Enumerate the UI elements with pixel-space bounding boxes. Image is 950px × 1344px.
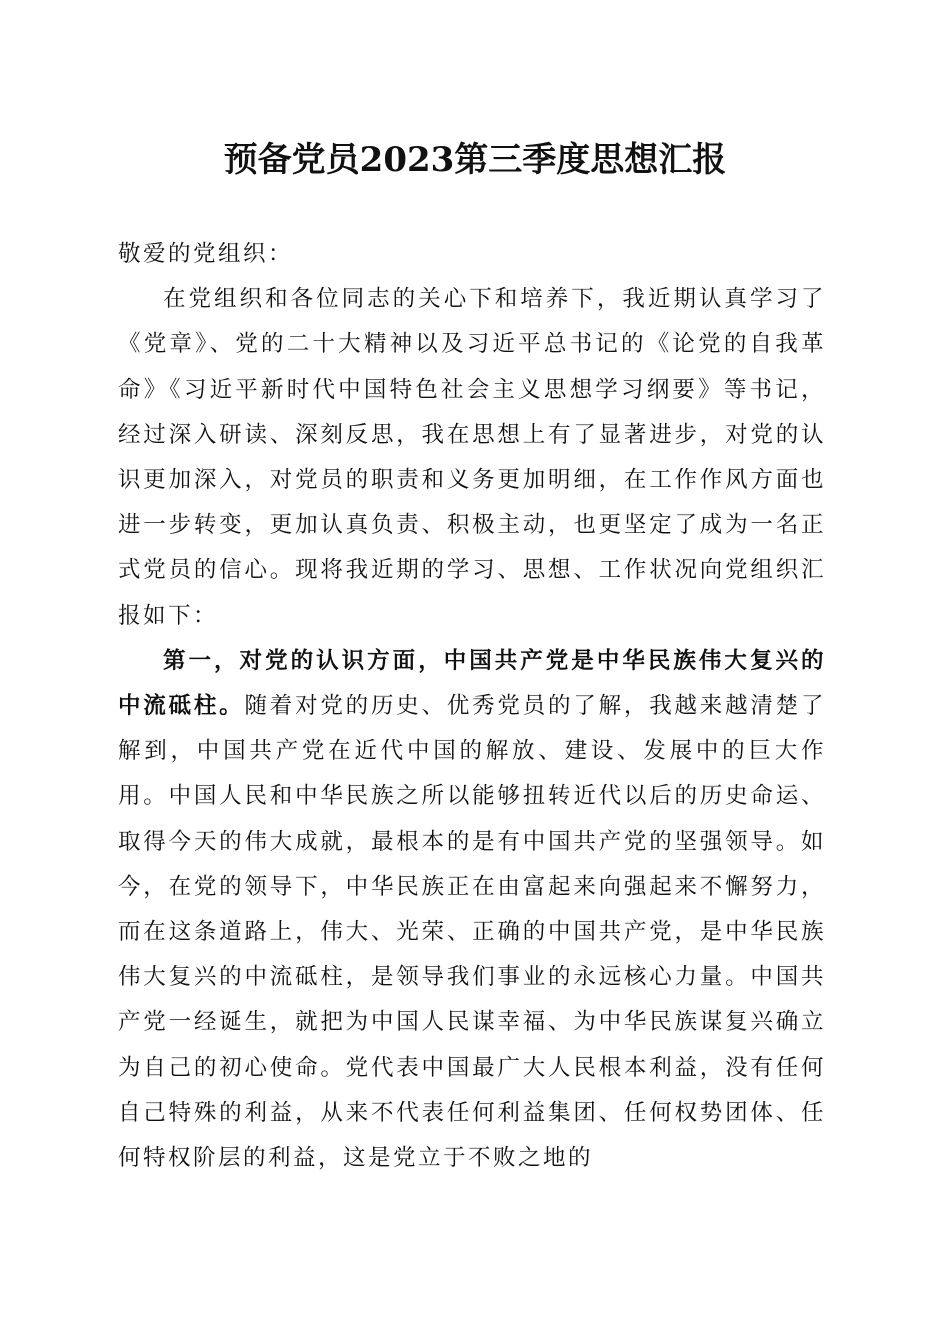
paragraph-lead: 第一，对党的认识方面，中国共产党是中华民族伟大复兴的中流砥柱。 — [118, 647, 826, 720]
paragraph-intro — [118, 277, 826, 639]
document-title: 预备党员2023第三季度思想汇报 — [223, 140, 727, 180]
salutation: 敬爱的党组织： — [118, 241, 294, 267]
paragraph-text: 在党组织和各位同志的关心下和培养下，我近期认真学习了《党章》、党的二十大精神以及习近平总书记的《论党的自我革命》《习近平新时代中国特色社会主义思想学习纲要》等书记，经过深入研读、深刻反思，我在思想上有了显著进步，对党的认识更加深入，对党员的职责和义务更加明细，在工作作风方面也进一步转变，更加认真负责、积极主动，也更坚定了成为一名正式党员的信心。现将我近期的学习、思想、工作状况向党组织汇报如下： — [118, 286, 826, 629]
document-body — [118, 232, 826, 1181]
paragraph-text: 随着对党的历史、优秀党员的了解，我越来越清楚了解到，中国共产党在近代中国的解放、建设、发展中的巨大作用。中国人民和中华民族之所以能够扭转近代以后的历史命运、取得今天的伟大成就，最根本的是有中国共产党的坚强领导。如今，在党的领导下，中华民族正在由富起来向强起来不懈努力，而在这条道路上，伟大、光荣、正确的中国共产党，是中华民族伟大复兴的中流砥柱，是领导我们事业的永远核心力量。中国共产党一经诞生，就把为中国人民谋幸福、为中华民族谋复兴确立为自己的初心使命。党代表中国最广大人民根本利益，没有任何自己特殊的利益，从来不代表任何利益集团、任何权势团体、任何特权阶层的利益，这是党立于不败之地的 — [118, 693, 826, 1172]
paragraph-first-point — [118, 639, 826, 1181]
